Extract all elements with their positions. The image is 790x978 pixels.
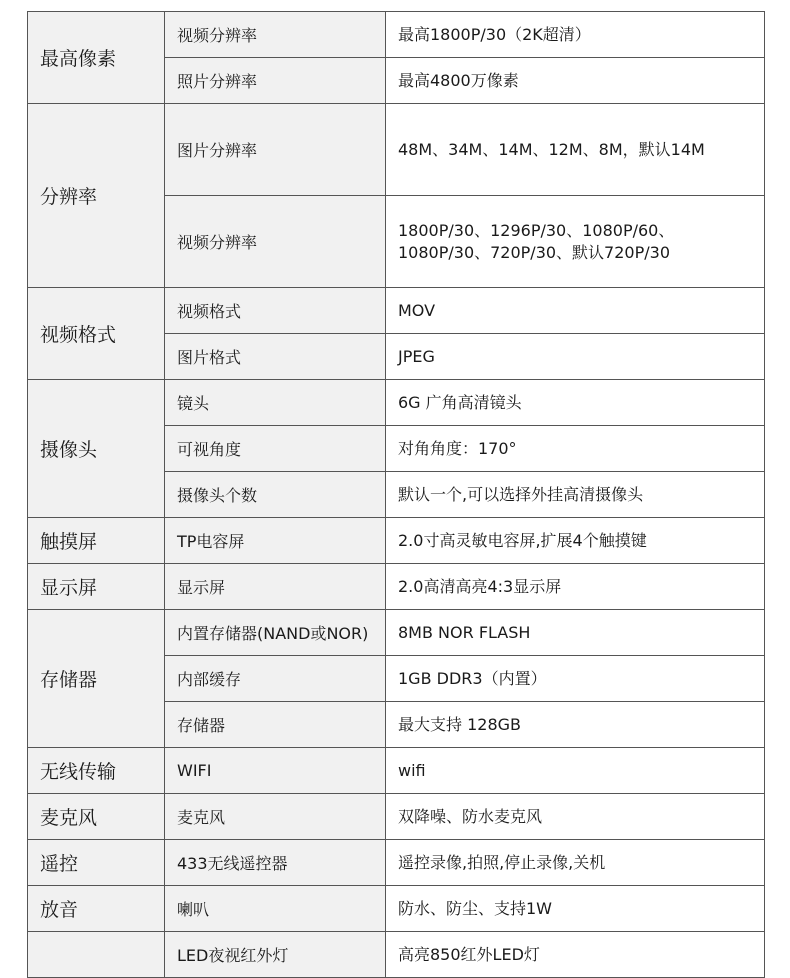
category-label: 遥控 bbox=[40, 853, 79, 875]
value-text: 最高1800P/30（2K超清） bbox=[398, 24, 591, 44]
value-cell bbox=[386, 380, 765, 426]
value-text: 2.0寸高灵敏电容屏,扩展4个触摸键 bbox=[398, 530, 647, 550]
value-text: 1800P/30、1296P/30、1080P/60、1080P/30、720P/30、默认720P/30 bbox=[398, 220, 675, 262]
category-label: 分辨率 bbox=[40, 186, 98, 208]
category-cell bbox=[28, 794, 165, 840]
value-cell bbox=[386, 564, 765, 610]
value-cell bbox=[386, 104, 765, 196]
category-cell bbox=[28, 886, 165, 932]
table-row bbox=[28, 518, 765, 564]
item-label: LED夜视红外灯 bbox=[177, 946, 289, 965]
category-label: 存储器 bbox=[40, 669, 98, 691]
item-cell bbox=[165, 702, 386, 748]
value-cell bbox=[386, 518, 765, 564]
item-label: 图片格式 bbox=[177, 348, 242, 367]
value-text: 默认一个,可以选择外挂高清摄像头 bbox=[398, 484, 644, 504]
value-text: 双降噪、防水麦克风 bbox=[398, 806, 543, 826]
value-text: 防水、防尘、支持1W bbox=[398, 898, 553, 918]
value-text: 最高4800万像素 bbox=[398, 70, 519, 90]
item-label: 喇叭 bbox=[177, 900, 210, 919]
category-label: 麦克风 bbox=[40, 807, 98, 829]
value-cell bbox=[386, 426, 765, 472]
item-cell bbox=[165, 748, 386, 794]
item-cell bbox=[165, 564, 386, 610]
item-cell bbox=[165, 334, 386, 380]
item-label: WIFI bbox=[177, 761, 212, 780]
item-cell bbox=[165, 58, 386, 104]
value-cell bbox=[386, 840, 765, 886]
value-text: 对角角度：170° bbox=[398, 438, 517, 458]
table-row bbox=[28, 886, 765, 932]
table-row bbox=[28, 748, 765, 794]
category-cell bbox=[28, 564, 165, 610]
item-cell bbox=[165, 656, 386, 702]
spec-table bbox=[27, 11, 765, 978]
category-cell bbox=[28, 840, 165, 886]
item-cell bbox=[165, 932, 386, 978]
value-cell bbox=[386, 748, 765, 794]
item-label: 镜头 bbox=[177, 394, 210, 413]
value-cell bbox=[386, 58, 765, 104]
value-cell bbox=[386, 196, 765, 288]
table-row bbox=[28, 288, 765, 334]
item-label: 视频分辨率 bbox=[177, 26, 258, 45]
category-label: 最高像素 bbox=[40, 48, 117, 70]
value-cell bbox=[386, 334, 765, 380]
value-cell bbox=[386, 932, 765, 978]
item-label: 存储器 bbox=[177, 716, 226, 735]
category-label: 摄像头 bbox=[40, 439, 98, 461]
value-text: 最大支持 128GB bbox=[398, 714, 522, 734]
item-cell bbox=[165, 288, 386, 334]
table-row bbox=[28, 12, 765, 58]
item-cell bbox=[165, 12, 386, 58]
item-cell bbox=[165, 518, 386, 564]
table-row bbox=[28, 794, 765, 840]
item-label: 摄像头个数 bbox=[177, 486, 258, 505]
value-cell bbox=[386, 610, 765, 656]
category-cell bbox=[28, 104, 165, 288]
item-cell bbox=[165, 104, 386, 196]
value-cell bbox=[386, 886, 765, 932]
item-cell bbox=[165, 840, 386, 886]
category-cell bbox=[28, 288, 165, 380]
item-label: TP电容屏 bbox=[177, 532, 245, 551]
category-label: 放音 bbox=[40, 899, 79, 921]
item-label: 可视角度 bbox=[177, 440, 242, 459]
item-cell bbox=[165, 610, 386, 656]
value-text: MOV bbox=[398, 300, 436, 320]
item-label: 照片分辨率 bbox=[177, 72, 258, 91]
item-cell bbox=[165, 794, 386, 840]
value-text: wifi bbox=[398, 760, 426, 780]
category-label: 无线传输 bbox=[40, 761, 117, 783]
item-label: 麦克风 bbox=[177, 808, 226, 827]
item-label: 内置存储器(NAND或NOR) bbox=[177, 624, 369, 643]
item-label: 433无线遥控器 bbox=[177, 854, 288, 873]
category-cell bbox=[28, 748, 165, 794]
item-cell bbox=[165, 472, 386, 518]
item-label: 显示屏 bbox=[177, 578, 226, 597]
value-text: 1GB DDR3（内置） bbox=[398, 668, 547, 688]
value-cell bbox=[386, 12, 765, 58]
category-label: 视频格式 bbox=[40, 324, 117, 346]
table-row bbox=[28, 840, 765, 886]
category-label: 显示屏 bbox=[40, 577, 98, 599]
item-cell bbox=[165, 196, 386, 288]
table-row bbox=[28, 104, 765, 196]
table-row bbox=[28, 932, 765, 978]
item-label: 视频格式 bbox=[177, 302, 242, 321]
category-cell bbox=[28, 518, 165, 564]
value-cell bbox=[386, 472, 765, 518]
item-label: 视频分辨率 bbox=[177, 233, 258, 252]
category-cell bbox=[28, 610, 165, 748]
value-cell bbox=[386, 288, 765, 334]
category-cell bbox=[28, 932, 165, 978]
category-cell bbox=[28, 12, 165, 104]
table-row bbox=[28, 610, 765, 656]
value-text: 8MB NOR FLASH bbox=[398, 622, 531, 642]
value-text: 高亮850红外LED灯 bbox=[398, 944, 540, 964]
item-cell bbox=[165, 886, 386, 932]
value-text: 48M、34M、14M、12M、8M，默认14M bbox=[398, 139, 705, 159]
value-text: 遥控录像,拍照,停止录像,关机 bbox=[398, 852, 606, 872]
value-text: 2.0高清高亮4:3显示屏 bbox=[398, 576, 562, 596]
table-row bbox=[28, 380, 765, 426]
value-cell bbox=[386, 794, 765, 840]
table-row bbox=[28, 564, 765, 610]
category-label: 触摸屏 bbox=[40, 531, 98, 553]
value-text: 6G 广角高清镜头 bbox=[398, 392, 522, 412]
category-cell bbox=[28, 380, 165, 518]
value-cell bbox=[386, 656, 765, 702]
item-label: 图片分辨率 bbox=[177, 141, 258, 160]
item-label: 内部缓存 bbox=[177, 670, 242, 689]
value-text: JPEG bbox=[398, 346, 435, 366]
item-cell bbox=[165, 380, 386, 426]
item-cell bbox=[165, 426, 386, 472]
value-cell bbox=[386, 702, 765, 748]
